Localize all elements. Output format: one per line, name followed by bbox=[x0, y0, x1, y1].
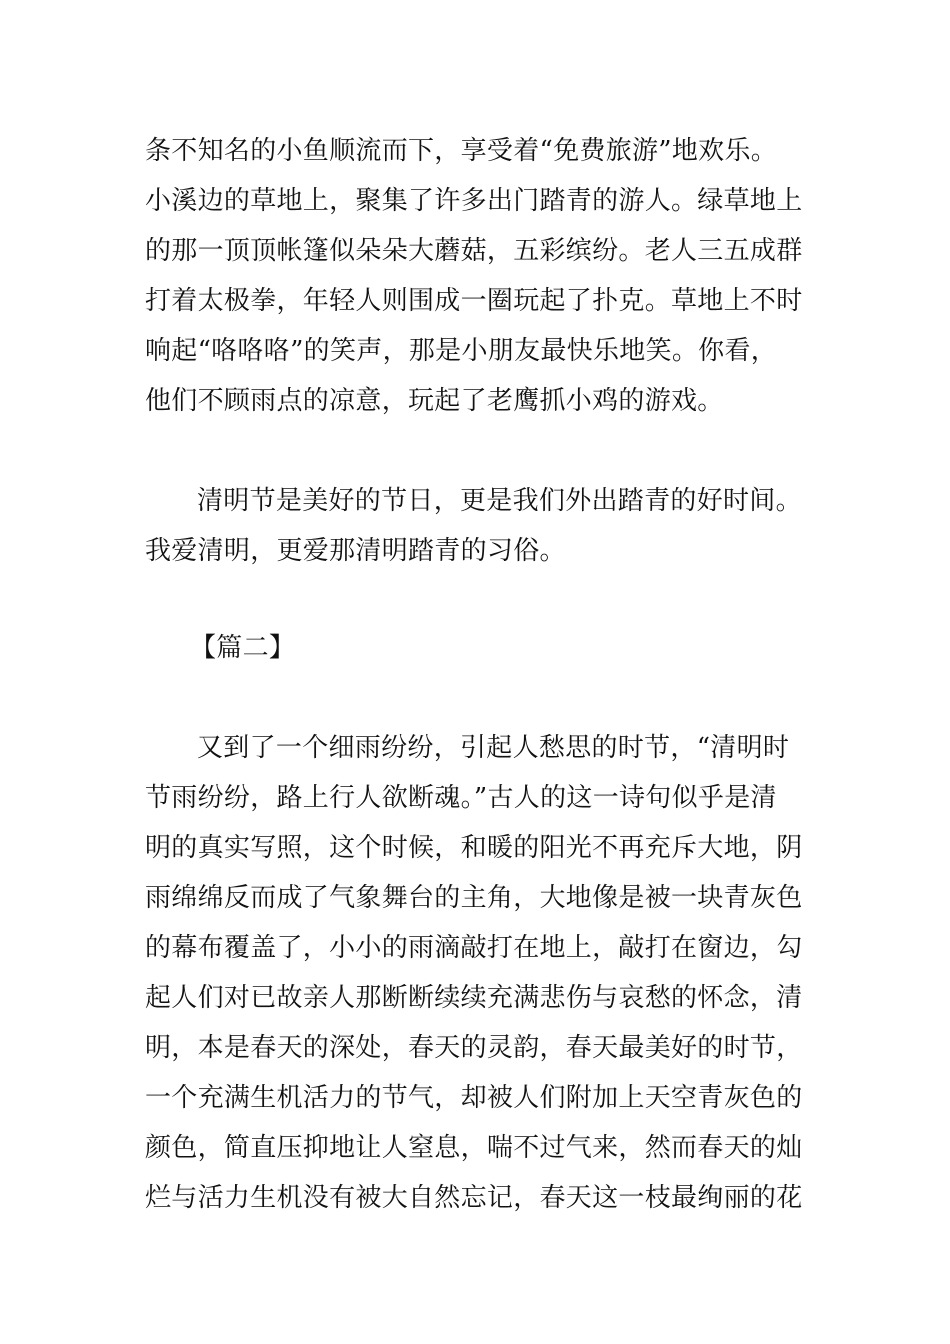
paragraph-3-line-8: 一个充满生机活力的节气，却被人们附加上天空青灰色的 bbox=[145, 1083, 803, 1113]
paragraph-1-line-4: 打着太极拳，年轻人则围成一圈玩起了扑克。草地上不时 bbox=[145, 286, 803, 316]
paragraph-3-line-7: 明，本是春天的深处，春天的灵韵，春天最美好的时节， bbox=[145, 1033, 803, 1063]
paragraph-1-line-6: 他们不顾雨点的凉意，玩起了老鹰抓小鸡的游戏。 bbox=[145, 386, 724, 416]
paragraph-2-line-1: 清明节是美好的节日，更是我们外出踏青的好时间。 bbox=[197, 486, 802, 516]
paragraph-3-line-9: 颜色，简直压抑地让人窒息，喘不过气来，然而春天的灿 bbox=[145, 1133, 803, 1163]
paragraph-3-line-3: 明的真实写照，这个时候，和暖的阳光不再充斥大地，阴 bbox=[145, 833, 803, 863]
paragraph-3-line-4: 雨绵绵反而成了气象舞台的主角，大地像是被一块青灰色 bbox=[145, 883, 803, 913]
section-heading: 【篇二】 bbox=[190, 633, 296, 663]
paragraph-3-line-2: 节雨纷纷，路上行人欲断魂。”古人的这一诗句似乎是清 bbox=[145, 783, 777, 813]
paragraph-1-line-3: 的那一顶顶帐篷似朵朵大蘑菇，五彩缤纷。老人三五成群 bbox=[145, 236, 803, 266]
paragraph-1-line-2: 小溪边的草地上，聚集了许多出门踏青的游人。绿草地上 bbox=[145, 186, 803, 216]
paragraph-3-line-1: 又到了一个细雨纷纷，引起人愁思的时节，“清明时 bbox=[197, 733, 790, 763]
paragraph-3-line-5: 的幕布覆盖了，小小的雨滴敲打在地上，敲打在窗边，勾 bbox=[145, 933, 803, 963]
paragraph-3-line-6: 起人们对已故亲人那断断续续充满悲伤与哀愁的怀念，清 bbox=[145, 983, 803, 1013]
paragraph-1-line-5: 响起“咯咯咯”的笑声，那是小朋友最快乐地笑。你看， bbox=[145, 336, 778, 366]
paragraph-1-line-1: 条不知名的小鱼顺流而下，享受着“免费旅游”地欢乐。 bbox=[145, 136, 778, 166]
paragraph-2-line-2: 我爱清明，更爱那清明踏青的习俗。 bbox=[145, 536, 566, 566]
paragraph-3-line-10: 烂与活力生机没有被大自然忘记，春天这一枝最绚丽的花 bbox=[145, 1183, 803, 1213]
